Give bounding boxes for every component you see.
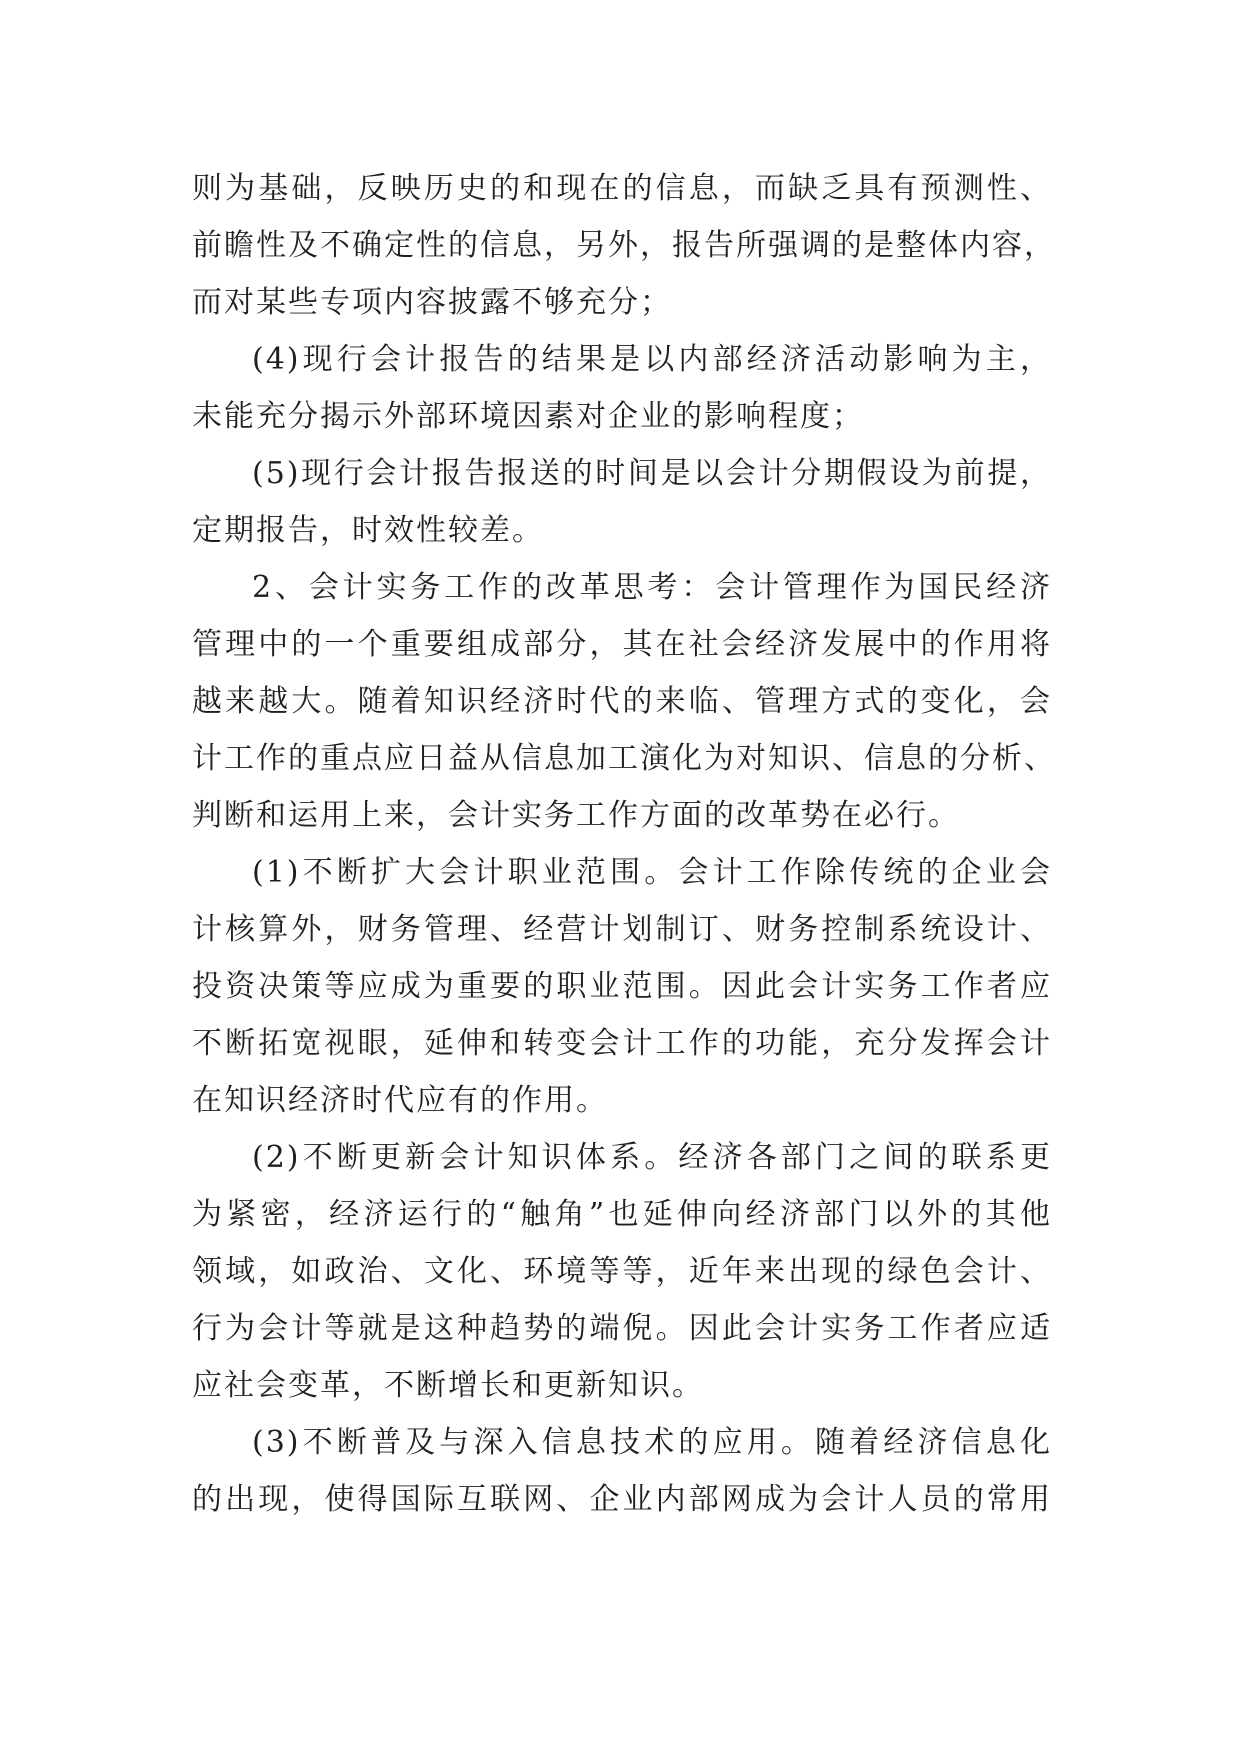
text-line: 越来越大。随着知识经济时代的来临、管理方式的变化，会 — [192, 684, 1052, 719]
paragraph-item-2 — [192, 1129, 1052, 1414]
text-line: 前瞻性及不确定性的信息，另外，报告所强调的是整体内容， — [192, 228, 1056, 263]
body-text — [192, 160, 1056, 1528]
text-line: 不断拓宽视眼，延伸和转变会计工作的功能，充分发挥会计 — [192, 1026, 1052, 1061]
paragraph-item-4 — [192, 331, 1052, 445]
paragraph-continuation — [192, 160, 1056, 331]
text-line: 行为会计等就是这种趋势的端倪。因此会计实务工作者应适 — [192, 1311, 1052, 1346]
text-line: 而对某些专项内容披露不够充分； — [192, 285, 672, 320]
text-line: 计工作的重点应日益从信息加工演化为对知识、信息的分析、 — [192, 741, 1056, 776]
text-line: 计核算外，财务管理、经营计划制订、财务控制系统设计、 — [192, 912, 1052, 947]
text-line: (1)不断扩大会计职业范围。会计工作除传统的企业会 — [252, 855, 1052, 890]
paragraph-item-1 — [192, 844, 1052, 1129]
text-line: 领域，如政治、文化、环境等等，近年来出现的绿色会计、 — [192, 1254, 1052, 1289]
paragraph-item-3 — [192, 1414, 1052, 1528]
text-line: 投资决策等应成为重要的职业范围。因此会计实务工作者应 — [192, 969, 1052, 1004]
text-line: (2)不断更新会计知识体系。经济各部门之间的联系更 — [252, 1140, 1052, 1175]
text-line: 为紧密，经济运行的“触角”也延伸向经济部门以外的其他 — [192, 1197, 1052, 1232]
text-line: 未能充分揭示外部环境因素对企业的影响程度； — [192, 399, 864, 434]
text-line: 管理中的一个重要组成部分，其在社会经济发展中的作用将 — [192, 627, 1052, 662]
text-line: 则为基础，反映历史的和现在的信息，而缺乏具有预测性、 — [192, 171, 1052, 206]
text-line: 应社会变革，不断增长和更新知识。 — [192, 1368, 704, 1403]
text-line: 2、会计实务工作的改革思考：会计管理作为国民经济 — [252, 570, 1052, 605]
paragraph-item-5 — [192, 445, 1052, 559]
text-line: (5)现行会计报告报送的时间是以会计分期假设为前提， — [252, 456, 1052, 491]
paragraph-section-2 — [192, 559, 1056, 844]
text-line: 的出现，使得国际互联网、企业内部网成为会计人员的常用 — [192, 1482, 1052, 1517]
text-line: 定期报告，时效性较差。 — [192, 513, 544, 548]
text-line: (3)不断普及与深入信息技术的应用。随着经济信息化 — [252, 1425, 1052, 1460]
text-line: (4)现行会计报告的结果是以内部经济活动影响为主， — [252, 342, 1052, 377]
text-line: 判断和运用上来，会计实务工作方面的改革势在必行。 — [192, 798, 960, 833]
text-line: 在知识经济时代应有的作用。 — [192, 1083, 608, 1118]
